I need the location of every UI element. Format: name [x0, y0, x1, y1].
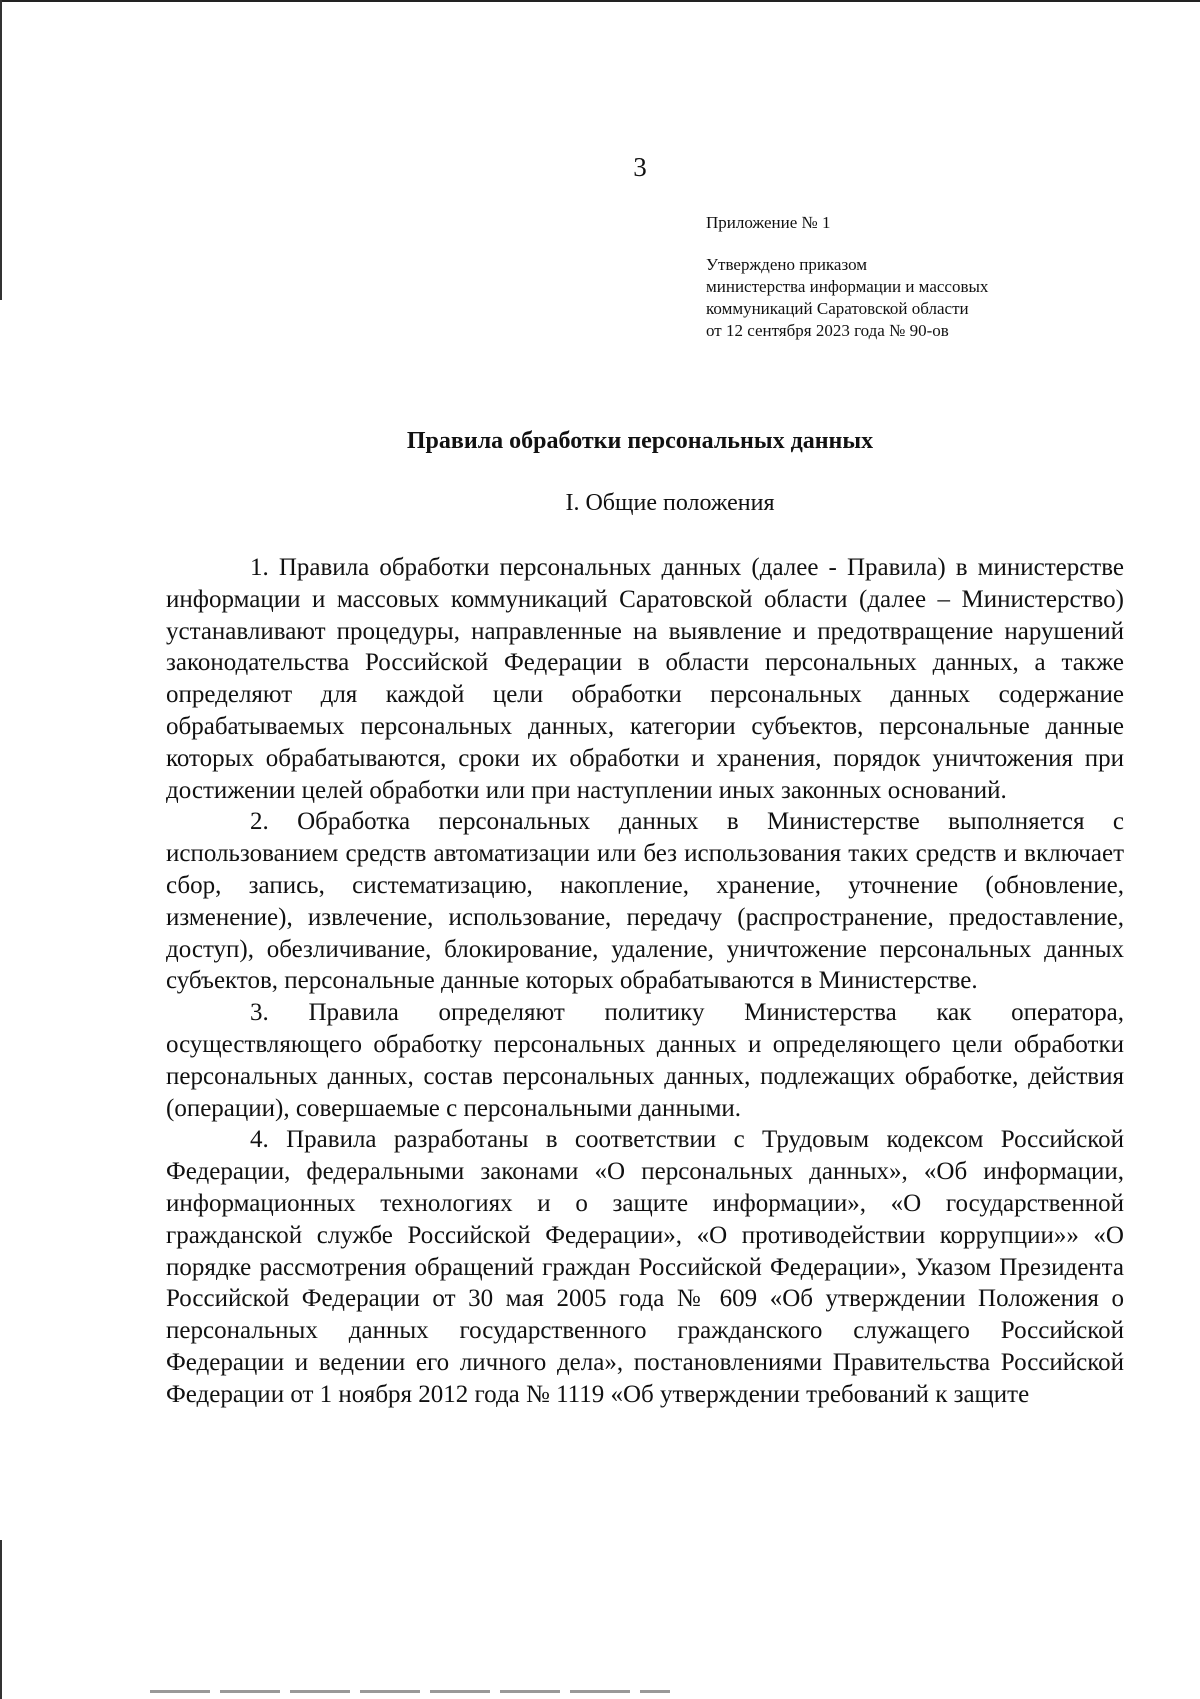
- scan-edge-left: [0, 0, 2, 300]
- page-number: 3: [633, 152, 647, 182]
- scan-edge-top: [0, 0, 1200, 2]
- section-heading: I. Общие положения: [565, 490, 775, 516]
- approval-line: Утверждено приказом: [706, 255, 868, 274]
- appendix-label: Приложение № 1: [706, 213, 831, 232]
- approval-line: министерства информации и массовых: [706, 277, 989, 296]
- document-title: Правила обработки персональных данных: [406, 428, 874, 454]
- approval-line: коммуникаций Саратовской области: [706, 299, 969, 318]
- paragraph-1: 1. Правила обработки персональных данных (далее - Правила) в министерстве информации и массовых коммуникаций Саратовской области (далее – Министерство) устанавливают процедуры, направленные на выявление и предотвращение нарушений законодательства Российской Федерации в области персональных данных, а также определяют для каждой цели обработки персональных данных содержание обрабатываемых персональных данных, категории субъектов, персональные данные которых обрабатываются, сроки их обработки и хранения, порядок уничтожения при достижении целей обработки или при наступлении иных законных оснований.: [166, 554, 1124, 804]
- paragraph-2: 2. Обработка персональных данных в Министерстве выполняется с использованием средств автоматизации или без использования таких средств и включает сбор, запись, систематизацию, накопление, хранение, уточнение (обновление, изменение), извлечение, использование, передачу (распространение, предоставление, доступ), обезличивание, блокирование, удаление, уничтожение персональных данных субъектов, персональные данные которых обрабатываются в Министерстве.: [166, 808, 1124, 995]
- document-body: [166, 552, 1124, 1411]
- paragraph-3: 3. Правила определяют политику Министерства как оператора, осуществляющего обработку персональных данных и определяющего цели обработки персональных данных, состав персональных данных, подлежащих обработке, действия (операции), совершаемые с персональными данными.: [166, 999, 1124, 1122]
- approval-line: от 12 сентября 2023 года № 90-ов: [706, 321, 949, 340]
- scan-edge-left-lower: [0, 1540, 2, 1699]
- approval-block: [706, 212, 1086, 342]
- scan-bottom-marks: [150, 1690, 670, 1693]
- paragraph-4: 4. Правила разработаны в соответствии с Трудовым кодексом Российской Федерации, федеральными законами «О персональных данных», «Об информации, информационных технологиях и о защите информации», «О государственной гражданской службе Российской Федерации», «О противодействии коррупции»» «О порядке рассмотрения обращений граждан Российской Федерации», Указом Президента Российской Федерации от 30 мая 2005 года № 609 «Об утверждении Положения о персональных данных государственного гражданского служащего Российской Федерации и ведении его личного дела», постановлениями Правительства Российской Федерации от 1 ноября 2012 года № 1119 «Об утверждении требований к защите: [166, 1126, 1124, 1408]
